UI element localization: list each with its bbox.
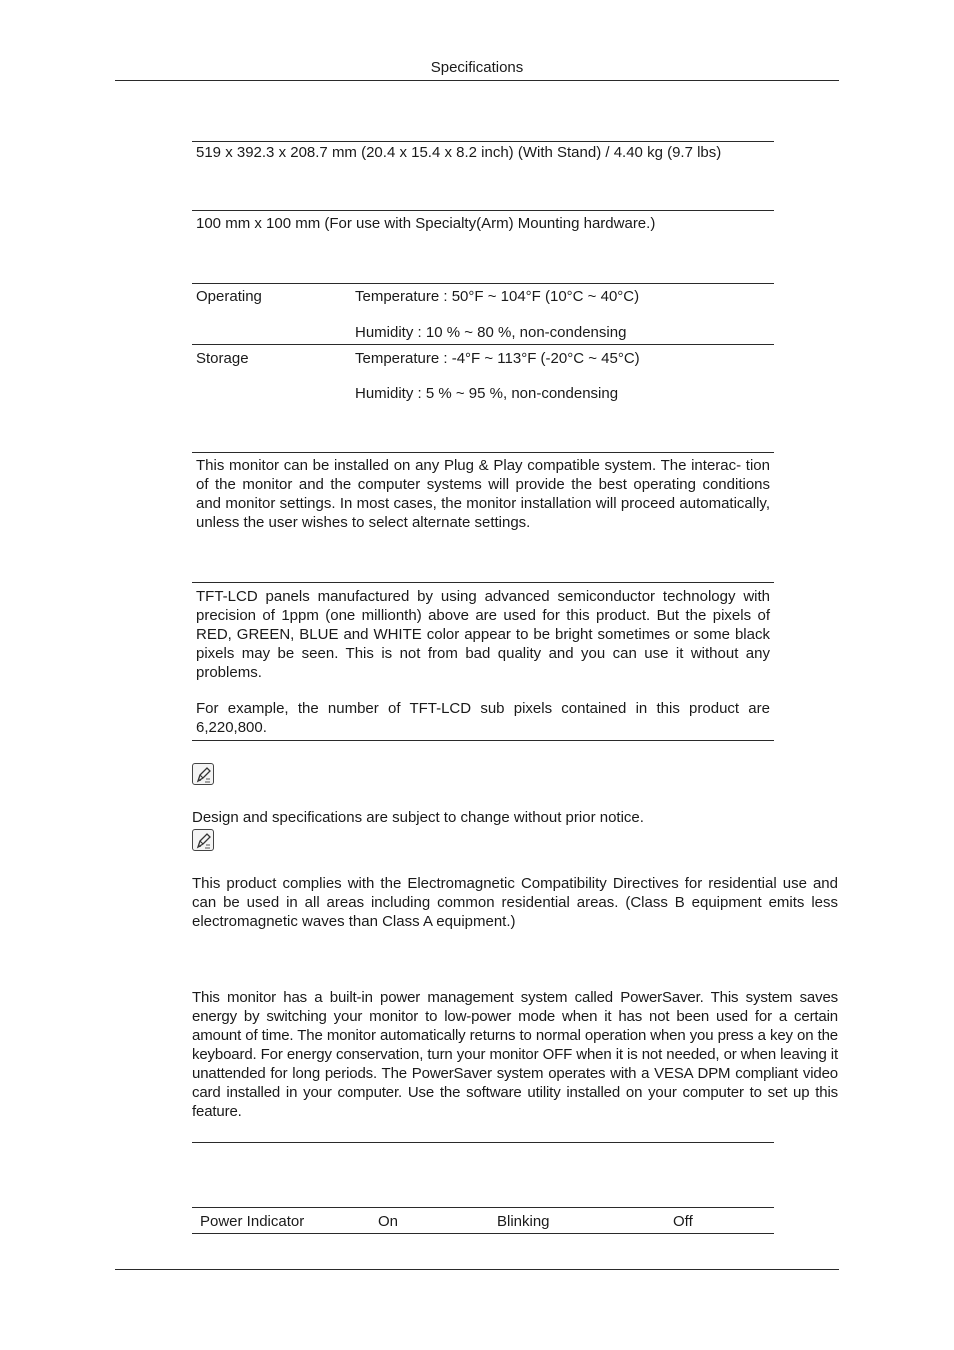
environment-top-rule (192, 283, 774, 284)
vesa-rule (192, 210, 774, 211)
powersaver-text: This monitor has a built-in power management system called PowerSaver. This system saves energy by switching your monitor to low-power mode when it has not been used for a certain amount of time. The monitor automatically returns to normal operation when you press a key on the keyboard. For energy conservation, turn your monitor OFF when it is not needed, or when leaving it unattended for long periods. The PowerSaver system operates with a VESA DPM compliant video card installed in your computer. Use the software utility installed on your computer to set up this feature. (192, 989, 838, 1120)
power-table-header-on: On (378, 1213, 399, 1230)
plug-and-play-text: This monitor can be installed on any Plug & Play compatible system. The interac- tion of the monitor and the computer systems will provide the best operating conditions and monitor settings. In most cases, the monitor installation will proceed automatically, unless the user wishes to select alternate settings. (196, 457, 770, 531)
power-table-header-rule (192, 1233, 774, 1234)
dot-acceptable-bottom-rule (192, 740, 774, 741)
page-header-title: Specifications (430, 59, 524, 76)
footer-rule (115, 1269, 839, 1270)
environment-mid-rule (192, 344, 774, 345)
power-table-header-off: Off (673, 1213, 693, 1230)
note-pencil-icon (192, 763, 214, 785)
dimensions-rule (192, 141, 774, 142)
note-pencil-icon (192, 829, 214, 851)
dimensions-text: 519 x 392.3 x 208.7 mm (20.4 x 15.4 x 8.2 inch) (With Stand) / 4.40 kg (9.7 lbs) (196, 144, 722, 161)
vesa-text: 100 mm x 100 mm (For use with Specialty(Arm) Mounting hardware.) (196, 215, 656, 232)
dot-acceptable-top-rule (192, 582, 774, 583)
storage-temperature: Temperature : -4°F ~ 113°F (-20°C ~ 45°C) (355, 350, 640, 367)
power-table-header-blinking: Blinking (497, 1213, 550, 1230)
operating-temperature: Temperature : 50°F ~ 104°F (10°C ~ 40°C) (355, 288, 640, 305)
storage-label: Storage (196, 350, 249, 367)
operating-humidity: Humidity : 10 % ~ 80 %, non-condensing (355, 324, 627, 341)
dot-acceptable-paragraph-1: TFT-LCD panels manufactured by using advanced semiconductor technology with precision of 1ppm (one millionth) above are used for this product. But the pixels of RED, GREEN, BLUE and WHITE color appear to be bright sometimes or some black pixels may be seen. This is not from bad quality and you can use it without any problems. (196, 588, 770, 681)
header-rule (115, 80, 839, 81)
operating-label: Operating (196, 288, 262, 305)
power-table-top-rule (192, 1207, 774, 1208)
power-table-header-indicator: Power Indicator (200, 1213, 305, 1230)
note-2-text: This product complies with the Electromagnetic Compatibility Directives for residential use and can be used in all areas including common residential areas. (Class B equipment emits less electromagnetic waves than Class A equipment.) (192, 875, 838, 930)
note-1-text: Design and specifications are subject to change without prior notice. (192, 809, 644, 826)
plug-and-play-rule (192, 452, 774, 453)
storage-humidity: Humidity : 5 % ~ 95 %, non-condensing (355, 385, 619, 402)
powersaver-rule (192, 1142, 774, 1143)
dot-acceptable-paragraph-2: For example, the number of TFT-LCD sub pixels contained in this product are 6,220,800. (196, 700, 770, 736)
